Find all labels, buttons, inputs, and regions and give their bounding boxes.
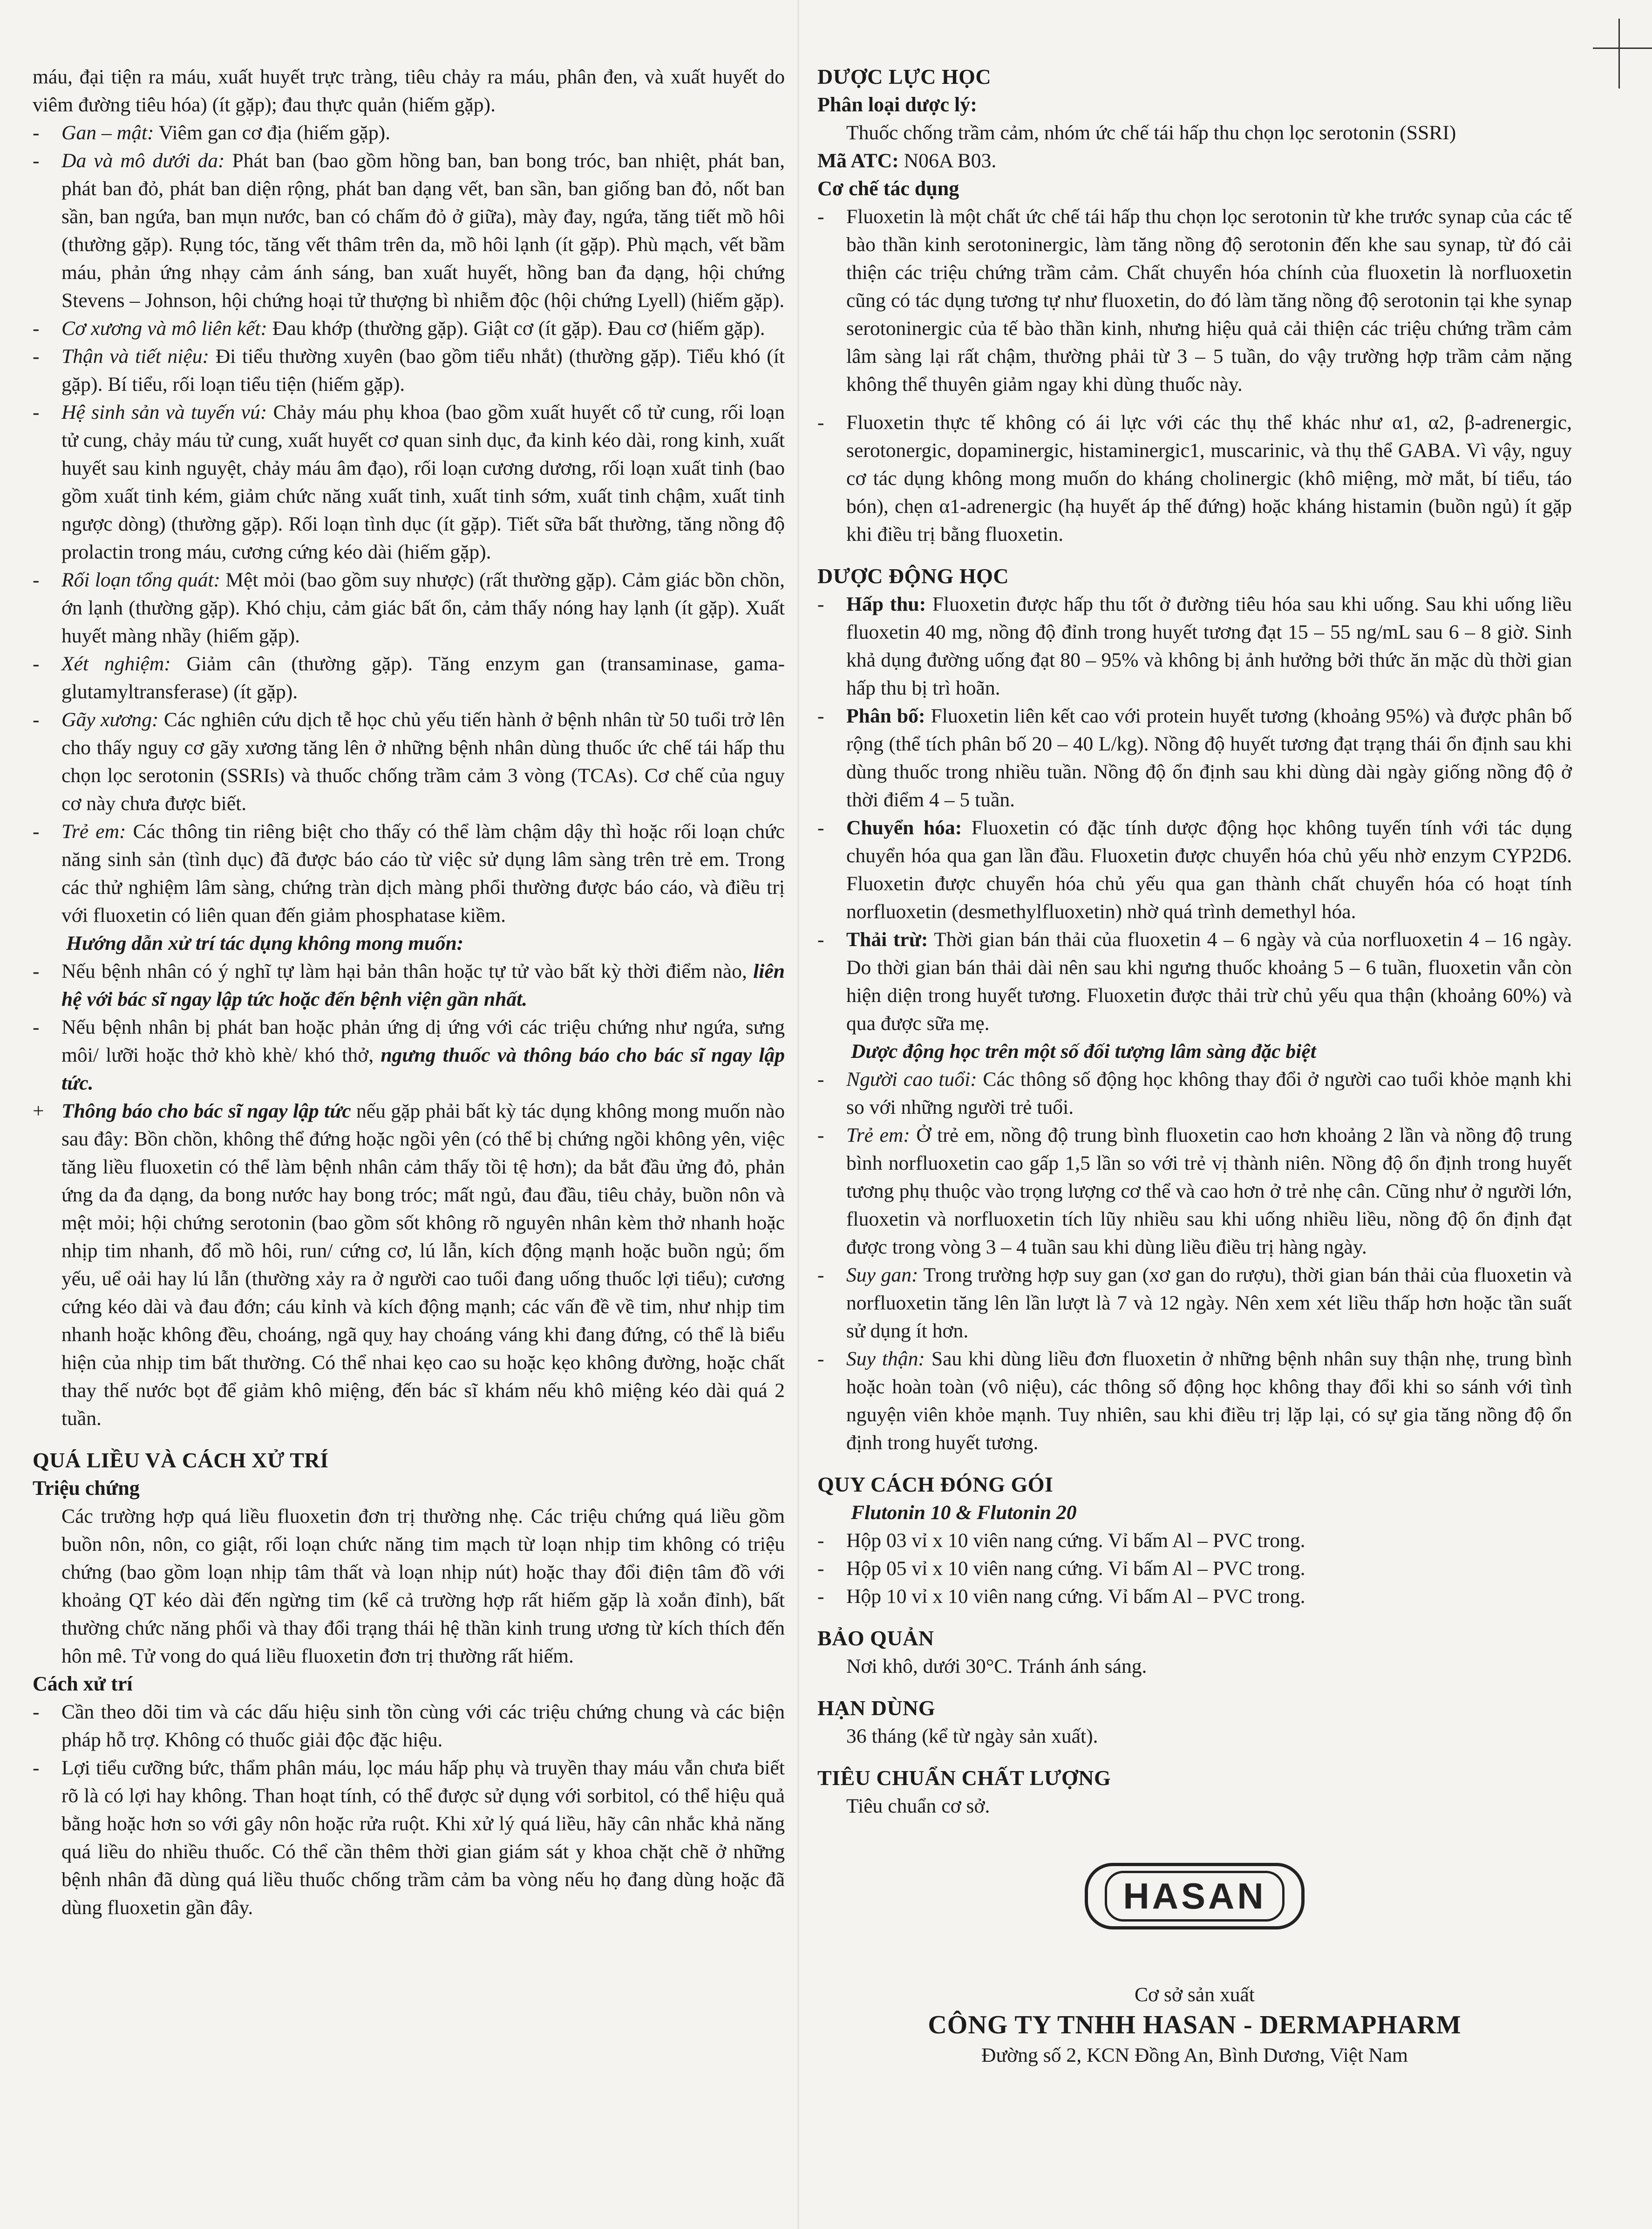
- effect-item: - Da và mô dưới da: Phát ban (bao gồm hồng ban, ban bong tróc, ban nhiệt, phát ban, phát ban đỏ, phát ban diện rộng, phát ban dạng vết, ban sần, ban giống ban đỏ, nốt ban sần, ban ngứa, ban mụn nước, ban có chấm đỏ ở giữa), mày đay, ngứa, tăng tiết mồ hôi (thường gặp). Rụng tóc, tăng vết thâm trên da, mồ hôi lạnh (ít gặp). Phù mạch, vết bầm máu, phản ứng nhạy cảm ánh sáng, ban xuất huyết, hồng ban đa dạng, hội chứng Stevens – Johnson, hội chứng hoại tử thượng bì nhiễm độc (hội chứng Lyell) (hiếm gặp).: [33, 150, 785, 312]
- standard-text: Tiêu chuẩn cơ sở.: [846, 1795, 990, 1817]
- effect-item: - Rối loạn tổng quát: Mệt mỏi (bao gồm suy nhược) (rất thường gặp). Cảm giác bồn chồn, ớn lạnh (thường gặp). Khó chịu, cảm giác bất ổn, cảm thấy nóng hay lạnh (ít gặp). Xuất huyết màng nhầy (hiếm gặp).: [33, 569, 785, 647]
- guide-item: + Thông báo cho bác sĩ ngay lập tức nếu gặp phải bất kỳ tác dụng không mong muốn nào sau đây: Bồn chồn, không thể đứng hoặc ngồi yên (có thể bị chứng ngồi không yên, việc tăng liều fluoxetin có thể làm bệnh nhân cảm thấy tồi tệ hơn); da bắt đầu ửng đỏ, phản ứng da đa dạng, da bong nước hay bong tróc; mất ngủ, đau đầu, tiêu chảy, buồn nôn và mệt mỏi; hội chứng serotonin (bao gồm sốt không rõ nguyên nhân kèm thở nhanh hoặc nhịp tim nhanh, đổ mồ hôi, run/ cứng cơ, lú lẫn, kích động mạnh hoặc buồn ngủ; ốm yếu, uể oải hay lú lẫn (thường xảy ra ở người cao tuổi đang uống thuốc lợi tiểu); cương cứng kéo dài và đau đớn; cáu kỉnh và kích động mạnh; các vấn đề về tim, như nhịp tim nhanh hoặc không đều, choáng, ngã quỵ hay choáng váng khi đang đứng, có thể là biểu hiện của nhịp tim bất thường. Có thể nhai kẹo cao su hoặc kẹo không đường, hoặc chất thay thế nước bọt để giảm khô miệng, đến bác sĩ khám nếu khô miệng kéo dài quá 2 tuần.: [33, 1100, 785, 1430]
- pk-item: - Hấp thu: Fluoxetin được hấp thu tốt ở đường tiêu hóa sau khi uống. Sau khi uống liều fluoxetin 40 mg, nồng độ đỉnh trong huyết tương đạt 15 – 55 ng/mL sau 6 – 8 giờ. Sinh khả dụng đường uống đạt 80 – 95% và không bị ảnh hưởng bởi thức ăn mặc dù thời gian hấp thu bị trì hoãn.: [817, 593, 1572, 699]
- company-address: Đường số 2, KCN Đồng An, Bình Dương, Việt Nam: [981, 2044, 1408, 2066]
- crop-mark: [1618, 19, 1620, 89]
- manufacturer-label: Cơ sở sản xuất: [1134, 1984, 1255, 2006]
- guide-item: - Nếu bệnh nhân có ý nghĩ tự làm hại bản thân hoặc tự tử vào bất kỳ thời điểm nào, liên hệ với bác sĩ ngay lập tức hoặc đến bệnh viện gần nhất.: [33, 960, 785, 1010]
- pk-item: - Chuyển hóa: Fluoxetin có đặc tính dược động học không tuyến tính với tác dụng chuyển hóa qua gan lần đầu. Fluoxetin được chuyển hóa chủ yếu nhờ enzym CYP2D6. Fluoxetin được chuyển hóa chủ yếu qua gan thành chất chuyển hóa có hoạt tính norfluoxetin (desmethylfluoxetin) nhờ quá trình demethyl hóa.: [817, 817, 1572, 923]
- mechanism-item: - Fluoxetin thực tế không có ái lực với các thụ thể khác như α1, α2, β-adrenergic, serotonergic, dopaminergic, histaminergic1, muscarinic, và thụ thể GABA. Vì vậy, nguy cơ tác dụng không mong muốn do kháng cholinergic (khô miệng, mờ mắt, bí tiểu, táo bón), chẹn α1-adrenergic (hạ huyết áp thế đứng) hoặc kháng histamin (buồn ngủ) ít gặp khi điều trị bằng fluoxetin.: [817, 411, 1572, 545]
- pk-item: - Phân bố: Fluoxetin liên kết cao với protein huyết tương (khoảng 95%) và được phân bố rộng (thể tích phân bố 20 – 40 L/kg). Nồng độ huyết tương đạt trạng thái ổn định sau khi dùng thuốc trong nhiều tuần. Nồng độ ổn định sau khi dùng dài ngày giống nồng độ ở thời điểm 4 – 5 tuần.: [817, 705, 1572, 811]
- effect-item: - Trẻ em: Các thông tin riêng biệt cho thấy có thể làm chậm dậy thì hoặc rối loạn chức năng sinh sản (tình dục) đã được báo cáo từ việc sử dụng lâm sàng trên trẻ em. Trong các thử nghiệm lâm sàng, chứng tràn dịch màng phổi thường được báo cáo, và điều trị với fluoxetin có liên quan đến giảm phosphatase kiềm.: [33, 820, 785, 927]
- logo-area: [817, 1857, 1572, 1929]
- effect-item: - Cơ xương và mô liên kết: Đau khớp (thường gặp). Giật cơ (ít gặp). Đau cơ (hiếm gặp).: [33, 317, 765, 340]
- section-heading-quality-standard: TIÊU CHUẨN CHẤT LƯỢNG: [817, 1766, 1111, 1790]
- symptoms-paragraph: Các trường hợp quá liều fluoxetin đơn trị thường nhẹ. Các triệu chứng quá liều gồm buồn nôn, nôn, co giật, rối loạn chức năng tim mạch từ loạn nhịp tim không có triệu chứng (bao gồm loạn nhịp tâm thất và loạn nhịp nút) hoặc thay đổi điện tâm đồ với khoảng QT kéo dài đến ngừng tim (kể cả trường hợp rất hiếm gặp là xoắn đỉnh), bất thường chức năng phổi và thay đổi trạng thái hệ thần kinh trung ương từ kích thích đến hôn mê. Tử vong do quá liều fluoxetin đơn trị thường rất hiếm.: [61, 1505, 785, 1667]
- expiry-text: 36 tháng (kể từ ngày sản xuất).: [846, 1725, 1098, 1747]
- subheading-treatment: Cách xử trí: [33, 1672, 133, 1695]
- guide-title: Hướng dẫn xử trí tác dụng không mong muốn:: [66, 932, 464, 954]
- intro-paragraph: máu, đại tiện ra máu, xuất huyết trực tràng, tiêu chảy ra máu, phân đen, và xuất huyết do viêm đường tiêu hóa) (ít gặp); đau thực quản (hiếm gặp).: [33, 66, 785, 116]
- packaging-item: - Hộp 10 vỉ x 10 viên nang cứng. Vỉ bấm Al – PVC trong.: [817, 1585, 1305, 1608]
- packaging-item: - Hộp 05 vỉ x 10 viên nang cứng. Vỉ bấm Al – PVC trong.: [817, 1557, 1305, 1580]
- special-item: - Trẻ em: Ở trẻ em, nồng độ trung bình fluoxetin cao hơn khoảng 2 lần và nồng độ trung bình norfluoxetin cao gấp 1,5 lần so với trẻ vị thành niên. Nồng độ ổn định trong huyết tương phụ thuộc vào trọng lượng cơ thể và cao hơn ở trẻ nhẹ cân. Cũng như ở người lớn, fluoxetin và norfluoxetin tích lũy nhiều sau khi uống nhiều liều, nồng độ ổn định đạt được trong vòng 3 – 4 tuần sau khi dùng liều điều trị hàng ngày.: [817, 1124, 1572, 1258]
- treatment-item: - Lợi tiểu cưỡng bức, thẩm phân máu, lọc máu hấp phụ và truyền thay máu vẫn chưa biết rõ là có lợi hay không. Than hoạt tính, có thể được sử dụng với sorbitol, có thể hiệu quả bằng hoặc hơn so với gây nôn hoặc rửa ruột. Khi xử lý quá liều, hãy cân nhắc khả năng quá liều do nhiều thuốc. Có thể cần thêm thời gian giám sát y khoa chặt chẽ ở những bệnh nhân đã dùng quá liều thuốc chống trầm cảm ba vòng nếu họ đang dùng hoặc đã dùng fluoxetin gần đây.: [33, 1757, 785, 1919]
- effect-item: - Xét nghiệm: Giảm cân (thường gặp). Tăng enzym gan (transaminase, gama-glutamyltransferase) (ít gặp).: [33, 653, 785, 703]
- right-column: [817, 63, 1572, 2069]
- section-heading-pharmacodynamics: DƯỢC LỰC HỌC: [817, 65, 992, 89]
- logo-text: HASAN: [1105, 1871, 1284, 1922]
- atc-code: Mã ATC: N06A B03.: [817, 150, 997, 172]
- crop-mark: [1593, 48, 1652, 49]
- mechanism-title: Cơ chế tác dụng: [817, 177, 959, 200]
- effect-item: - Gan – mật: Viêm gan cơ địa (hiếm gặp).: [33, 122, 391, 144]
- company-name: CÔNG TY TNHH HASAN - DERMAPHARM: [928, 2011, 1462, 2039]
- section-heading-expiry: HẠN DÙNG: [817, 1696, 936, 1720]
- special-populations-title: Dược động học trên một số đối tượng lâm sàng đặc biệt: [851, 1040, 1316, 1063]
- section-heading-packaging: QUY CÁCH ĐÓNG GÓI: [817, 1472, 1054, 1496]
- mechanism-item: - Fluoxetin là một chất ức chế tái hấp thu chọn lọc serotonin từ khe trước synap của các tế bào thần kinh serotoninergic, làm tăng nồng độ serotonin đến khe sau synap, từ đó cải thiện các triệu chứng trầm cảm. Chất chuyển hóa chính của fluoxetin là norfluoxetin cũng có tác dụng tương tự như fluoxetin, do đó làm tăng nồng độ serotonin tại khe synap serotoninergic của tế bào thần kinh, nhưng hiệu quả cải thiện các triệu chứng trầm cảm lâm sàng lại rất chậm, thường phải từ 3 – 5 tuần, do vậy trường hợp trầm cảm nặng không thể thuyên giảm ngay khi dùng thuốc này.: [817, 205, 1572, 395]
- fold-line: [797, 0, 799, 2229]
- section-heading-storage: BẢO QUẢN: [817, 1626, 934, 1650]
- pharm-class-text: Thuốc chống trầm cảm, nhóm ức chế tái hấp thu chọn lọc serotonin (SSRI): [846, 122, 1456, 144]
- hasan-logo: [1085, 1863, 1304, 1929]
- treatment-item: - Cần theo dõi tim và các dấu hiệu sinh tồn cùng với các triệu chứng chung và các biện pháp hỗ trợ. Không có thuốc giải độc đặc hiệu.: [33, 1701, 785, 1751]
- packaging-item: - Hộp 03 vỉ x 10 viên nang cứng. Vỉ bấm Al – PVC trong.: [817, 1529, 1305, 1552]
- section-heading-pharmacokinetics: DƯỢC ĐỘNG HỌC: [817, 564, 1009, 588]
- special-item: - Người cao tuổi: Các thông số động học không thay đổi ở người cao tuổi khỏe mạnh khi so với những người trẻ tuổi.: [817, 1068, 1572, 1118]
- effect-item: - Gãy xương: Các nghiên cứu dịch tễ học chủ yếu tiến hành ở bệnh nhân từ 50 tuổi trở lên cho thấy nguy cơ gãy xương tăng lên ở những bệnh nhân dùng thuốc ức chế tái hấp thu chọn lọc serotonin (SSRIs) và thuốc chống trầm cảm 3 vòng (TCAs). Cơ chế của nguy cơ này chưa được biết.: [33, 709, 785, 815]
- packaging-product: Flutonin 10 & Flutonin 20: [851, 1501, 1077, 1524]
- section-heading-overdose: QUÁ LIỀU VÀ CÁCH XỬ TRÍ: [33, 1448, 329, 1472]
- pharm-class-label: Phân loại dược lý:: [817, 93, 977, 116]
- guide-item: - Nếu bệnh nhân bị phát ban hoặc phản ứng dị ứng với các triệu chứng như ngứa, sưng môi/ lưỡi hoặc thở khò khè/ khó thở, ngưng thuốc và thông báo cho bác sĩ ngay lập tức.: [33, 1016, 785, 1094]
- special-item: - Suy gan: Trong trường hợp suy gan (xơ gan do rượu), thời gian bán thải của fluoxetin và norfluoxetin tăng lên lần lượt là 7 và 12 ngày. Nên xem xét liều thấp hơn hoặc tần suất sử dụng ít hơn.: [817, 1264, 1572, 1342]
- pk-item: - Thải trừ: Thời gian bán thải của fluoxetin 4 – 6 ngày và của norfluoxetin 4 – 16 ngày. Do thời gian bán thải dài nên sau khi ngưng thuốc khoảng 5 – 6 tuần, fluoxetin vẫn còn hiện diện trong huyết tương. Fluoxetin được thải trừ chủ yếu qua thận (khoảng 60%) và qua được sữa mẹ.: [817, 928, 1572, 1035]
- left-column: [33, 63, 785, 1922]
- storage-text: Nơi khô, dưới 30°C. Tránh ánh sáng.: [846, 1655, 1147, 1677]
- effect-item: - Thận và tiết niệu: Đi tiểu thường xuyên (bao gồm tiểu nhắt) (thường gặp). Tiểu khó (ít gặp). Bí tiểu, rối loạn tiểu tiện (hiếm gặp).: [33, 345, 785, 395]
- effect-item: - Hệ sinh sản và tuyến vú: Chảy máu phụ khoa (bao gồm xuất huyết cổ tử cung, rối loạn tử cung, chảy máu tử cung, xuất huyết cơ quan sinh dục, đa kinh kéo dài, rong kinh, xuất huyết sau kinh nguyệt, chảy máu âm đạo), rối loạn cương dương, rối loạn xuất tinh (bao gồm xuất tinh kém, giảm chức năng xuất tinh, xuất tinh sớm, xuất tinh chậm, xuất tinh ngược dòng) (thường gặp). Rối loạn tình dục (ít gặp). Tiết sữa bất thường, tăng nồng độ prolactin trong máu, cương cứng kéo dài (hiếm gặp).: [33, 401, 785, 563]
- subheading-symptoms: Triệu chứng: [33, 1477, 140, 1500]
- special-item: - Suy thận: Sau khi dùng liều đơn fluoxetin ở những bệnh nhân suy thận nhẹ, trung bình hoặc hoàn toàn (vô niệu), các thông số động học không thay đổi khi so sánh với tình nguyện viên khỏe mạnh. Tuy nhiên, sau khi điều trị lặp lại, có sự gia tăng nồng độ ổn định trong huyết tương.: [817, 1348, 1572, 1454]
